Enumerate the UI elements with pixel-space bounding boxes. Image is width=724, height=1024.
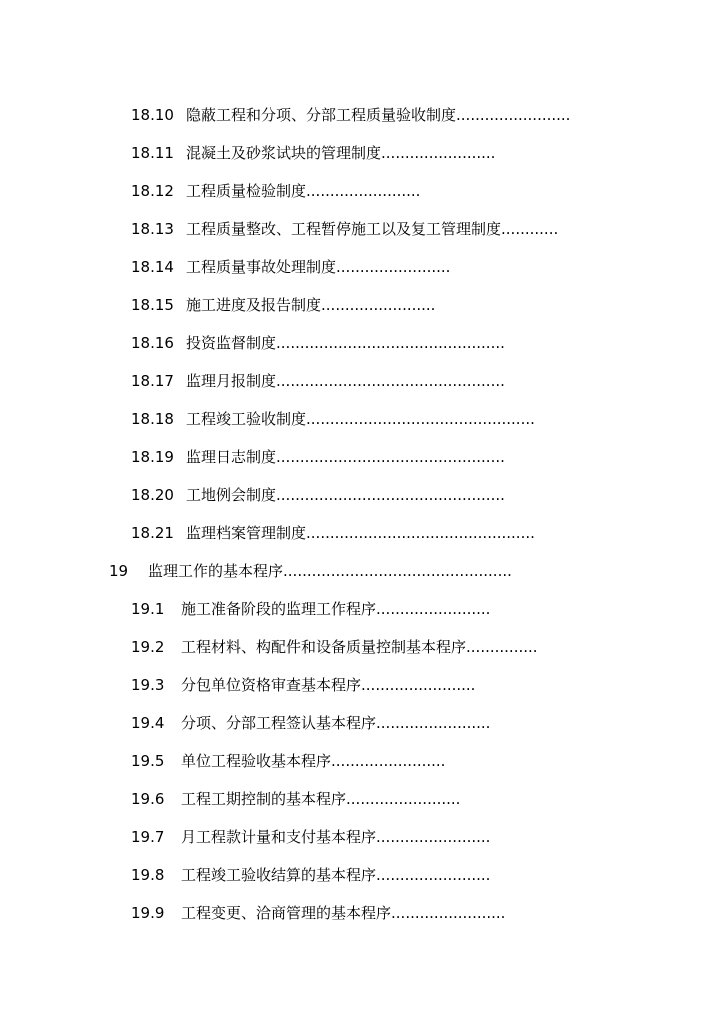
toc-leader-dots: ................................................ <box>276 486 505 504</box>
toc-leader-dots: ........................ <box>376 828 491 846</box>
toc-entry-title: 混凝土及砂浆试块的管理制度 <box>186 144 382 162</box>
toc-leader-dots: ................................................ <box>306 524 535 542</box>
toc-entry-title: 施工进度及报告制度 <box>186 296 322 314</box>
toc-leader-dots: ................................................ <box>306 410 535 428</box>
toc-leader-dots: ........................ <box>346 790 461 808</box>
toc-entry-18-14[interactable] <box>0 248 724 286</box>
toc-entry-number: 18.20 <box>131 486 174 504</box>
toc-entry-19-8[interactable] <box>0 856 724 894</box>
toc-entry-19-5[interactable] <box>0 742 724 780</box>
toc-leader-dots: ............... <box>466 638 538 656</box>
toc-entry-title: 工程竣工验收制度 <box>186 410 307 428</box>
toc-entry-19-6[interactable] <box>0 780 724 818</box>
toc-entry-title: 监理月报制度 <box>186 372 277 390</box>
toc-entry-number: 19.6 <box>131 790 165 808</box>
toc-entry-19-2[interactable] <box>0 628 724 666</box>
toc-entry-title: 隐蔽工程和分项、分部工程质量验收制度 <box>186 106 457 124</box>
toc-entry-number: 18.19 <box>131 448 174 466</box>
toc-entry-number: 19.3 <box>131 676 165 694</box>
toc-entry-18-13[interactable] <box>0 210 724 248</box>
toc-entry-title: 工程竣工验收结算的基本程序 <box>181 866 377 884</box>
toc-entry-number: 19.9 <box>131 904 165 922</box>
toc-entry-title: 监理日志制度 <box>186 448 277 466</box>
toc-entry-18-18[interactable] <box>0 400 724 438</box>
toc-leader-dots: ........................ <box>381 144 496 162</box>
toc-entry-number: 18.16 <box>131 334 174 352</box>
toc-entry-title: 工程质量事故处理制度 <box>186 258 337 276</box>
toc-entry-number: 19.2 <box>131 638 165 656</box>
toc-entry-title: 工程变更、洽商管理的基本程序 <box>181 904 392 922</box>
toc-entry-18-12[interactable] <box>0 172 724 210</box>
toc-entry-title: 单位工程验收基本程序 <box>181 752 332 770</box>
toc-entry-18-11[interactable] <box>0 134 724 172</box>
toc-entry-18-16[interactable] <box>0 324 724 362</box>
toc-chapter-number: 19 <box>109 562 129 580</box>
toc-entry-title: 工地例会制度 <box>186 486 277 504</box>
toc-entry-title: 工程材料、构配件和设备质量控制基本程序 <box>181 638 467 656</box>
toc-entry-18-21[interactable] <box>0 514 724 552</box>
toc-entry-number: 19.5 <box>131 752 165 770</box>
toc-entry-19-4[interactable] <box>0 704 724 742</box>
toc-leader-dots: ........................ <box>376 866 491 884</box>
toc-chapter-title: 监理工作的基本程序 <box>148 562 284 580</box>
toc-entry-19[interactable] <box>0 552 724 590</box>
toc-entry-title: 工程工期控制的基本程序 <box>181 790 347 808</box>
toc-leader-dots: ........................ <box>321 296 436 314</box>
toc-leader-dots: ........................ <box>306 182 421 200</box>
toc-entry-19-9[interactable] <box>0 894 724 932</box>
toc-entry-number: 18.11 <box>131 144 174 162</box>
toc-leader-dots: ........................ <box>331 752 446 770</box>
toc-leader-dots: ........................ <box>376 600 491 618</box>
toc-entry-19-1[interactable] <box>0 590 724 628</box>
toc-entry-number: 18.15 <box>131 296 174 314</box>
toc-entry-title: 工程质量检验制度 <box>186 182 307 200</box>
toc-leader-dots: ........................ <box>336 258 451 276</box>
toc-leader-dots: ........................ <box>456 106 571 124</box>
toc-entry-19-3[interactable] <box>0 666 724 704</box>
toc-entry-title: 监理档案管理制度 <box>186 524 307 542</box>
toc-entry-number: 18.12 <box>131 182 174 200</box>
toc-leader-dots: ................................................ <box>276 448 505 466</box>
toc-leader-dots: ................................................ <box>276 334 505 352</box>
toc-entry-number: 18.14 <box>131 258 174 276</box>
toc-entry-title: 分项、分部工程签认基本程序 <box>181 714 377 732</box>
toc-entry-18-15[interactable] <box>0 286 724 324</box>
toc-entry-number: 19.8 <box>131 866 165 884</box>
toc-entry-number: 19.4 <box>131 714 165 732</box>
toc-entry-18-10[interactable] <box>0 96 724 134</box>
toc-entry-18-17[interactable] <box>0 362 724 400</box>
toc-entry-number: 19.1 <box>131 600 165 618</box>
toc-entry-title: 分包单位资格审查基本程序 <box>181 676 362 694</box>
table-of-contents <box>0 96 724 932</box>
toc-entry-number: 19.7 <box>131 828 165 846</box>
toc-entry-number: 18.18 <box>131 410 174 428</box>
toc-entry-title: 施工准备阶段的监理工作程序 <box>181 600 377 618</box>
toc-entry-title: 工程质量整改、工程暂停施工以及复工管理制度 <box>186 220 502 238</box>
toc-leader-dots: ............ <box>501 220 559 238</box>
toc-leader-dots: ................................................ <box>276 372 505 390</box>
toc-leader-dots: ........................ <box>361 676 476 694</box>
toc-entry-number: 18.17 <box>131 372 174 390</box>
toc-leader-dots: ........................ <box>376 714 491 732</box>
toc-entry-title: 投资监督制度 <box>186 334 277 352</box>
toc-entry-19-7[interactable] <box>0 818 724 856</box>
toc-entry-title: 月工程款计量和支付基本程序 <box>181 828 377 846</box>
toc-entry-number: 18.10 <box>131 106 174 124</box>
toc-entry-number: 18.21 <box>131 524 174 542</box>
toc-entry-18-19[interactable] <box>0 438 724 476</box>
toc-leader-dots: ................................................ <box>283 562 512 580</box>
toc-entry-18-20[interactable] <box>0 476 724 514</box>
toc-entry-number: 18.13 <box>131 220 174 238</box>
toc-leader-dots: ........................ <box>391 904 506 922</box>
